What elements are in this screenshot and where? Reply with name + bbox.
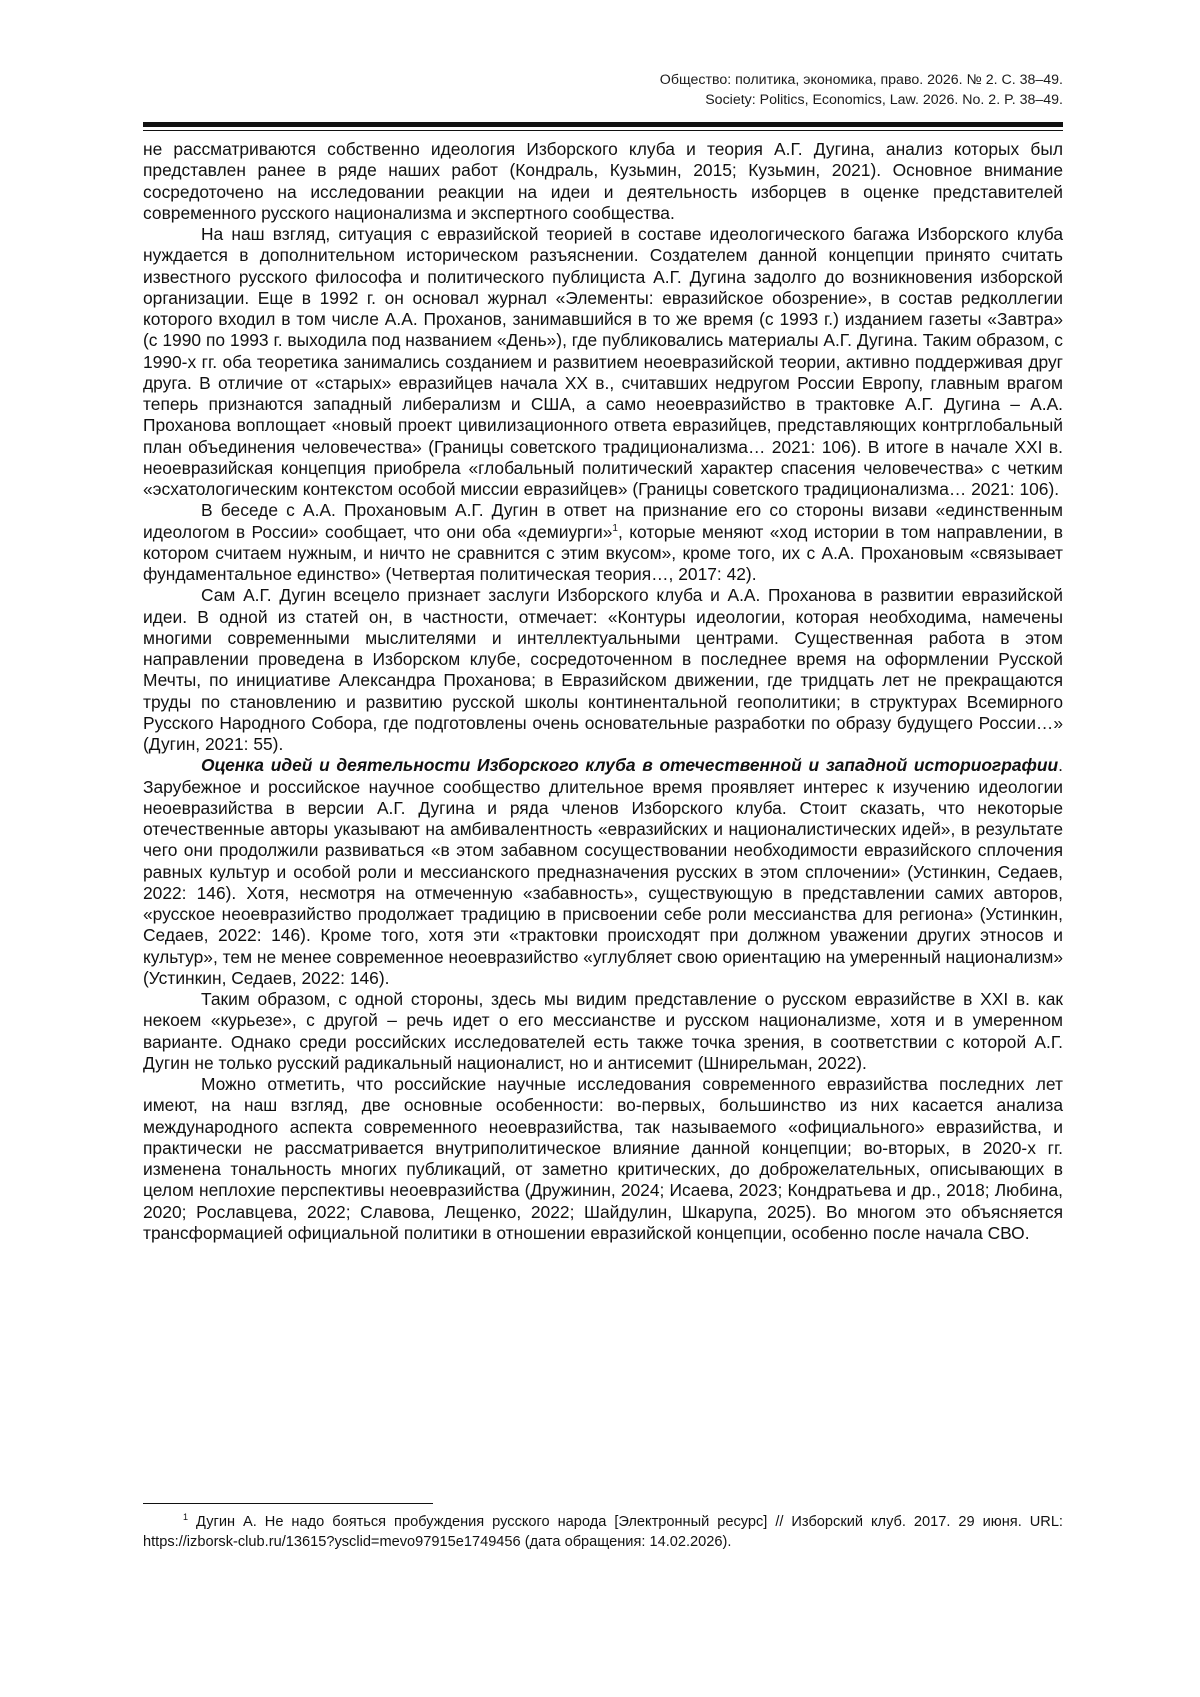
paragraph-dugin-acknowledges-club: Сам А.Г. Дугин всецело признает заслуги Изборского клуба и А.А. Проханова в развитии евразийской идеи. В одной из статей он, в частности, отмечает: «Контуры идеологии, которая необходима, намечены многими современными мыслителями и интеллектуальными центрами. Существенная работа в этом направлении проведена в Изборском клубе, сосредоточенном в последнее время на оформлении Русской Мечты, по инициативе Александра Проханова; в Евразийском движении, где тридцать лет не прекращаются труды по становлению и развитию русской школы континентальной геополитики; в структурах Всемирного Русского Народного Собора, где подготовлены очень основательные разработки по образу будущего России…» (Дугин, 2021: 55). — [143, 585, 1063, 754]
footnote-separator — [143, 1503, 433, 1504]
footnote — [143, 1512, 1063, 1552]
article-body — [143, 139, 1063, 1244]
paragraph-research-features: Можно отметить, что российские научные исследования современного евразийства последних лет имеют, на наш взгляд, две основные особенности: во-первых, большинство из них касается анализа международного аспекта современного неоевразийства, так называемого «официального» евразийства, и практически не рассматривается внутриполитическое влияние данной концепции; во-вторых, в 2020-х гг. изменена тональность многих публикаций, от заметно критических, до доброжелательных, описывающих в целом неплохие перспективы неоевразийства (Дружинин, 2024; Исаева, 2023; Кондратьева и др., 2018; Любина, 2020; Рославцева, 2022; Славова, Лещенко, 2022; Шайдулин, Шкарупа, 2025). Во многом это объясняется трансформацией официальной политики в отношении евразийской концепции, особенно после начала СВО. — [143, 1074, 1063, 1243]
paragraph-historiography — [143, 755, 1063, 989]
paragraph-text: . Зарубежное и российское научное сообщество длительное время проявляет интерес к изучению идеологии неоевразийства в версии А.Г. Дугина и ряда членов Изборского клуба. Стоит сказать, что некоторые отечественные авторы указывают на амбивалентность «евразийских и националистических идей», в результате чего они продолжили развиваться «в этом забавном сосуществовании необходимости евразийского сплочения равных культур и особой роли и мессианского предназначения русских в этом сплочении» (Устинкин, Седаев, 2022: 146). Хотя, несмотря на отмеченную «забавность», существующую в представлении самих авторов, «русское неоевразийство продолжает традицию в присвоении себе роли мессианства для региона» (Устинкин, Седаев, 2022: 146). Кроме того, хотя эти «трактовки происходят при должном уважении других этносов и культур», тем не менее современное неоевразийство «углубляет свою ориентацию на умеренный национализм» (Устинкин, Седаев, 2022: 146). — [143, 755, 1063, 988]
paragraph-continued: не рассматриваются собственно идеология Изборского клуба и теория А.Г. Дугина, анализ которых был представлен ранее в ряде наших работ (Кондраль, Кузьмин, 2015; Кузьмин, 2021). Основное внимание сосредоточено на исследовании реакции на идеи и деятельность изборцев в оценке представителей современного русского национализма и экспертного сообщества. — [143, 139, 1063, 223]
footnote-number: 1 — [183, 1512, 189, 1523]
running-header — [660, 70, 1063, 110]
footnote-reference[interactable]: 1 — [612, 522, 618, 534]
header-rule-thin — [143, 130, 1063, 131]
footnote-text-block — [143, 1512, 1063, 1552]
running-header-english: Society: Politics, Economics, Law. 2026. No. 2. P. 38–49. — [705, 92, 1063, 108]
paragraph-text: В беседе с А.А. Прохановым А.Г. Дугин в ответ на признание его со стороны визави «единственным идеологом в России» сообщает, что они оба «демиурги» — [143, 500, 1063, 542]
paragraph-curiosity-messianism: Таким образом, с одной стороны, здесь мы видим представление о русском евразийстве в XXI в. как некоем «курьезе», с другой – речь идет о его мессианстве и русском национализме, хотя и в умеренном варианте. Однако среди российских исследователей есть также точка зрения, в соответствии с которой А.Г. Дугин не только русский радикальный националист, но и антисемит (Шнирельман, 2022). — [143, 989, 1063, 1073]
footnote-text: Дугин А. Не надо бояться пробуждения русского народа [Электронный ресурс] // Изборский клуб. 2017. 29 июня. URL: https://izborsk-club.ru/13615?ysclid=mevo97915e1749456 (дата обращения: 14.02.2026). — [143, 1514, 1063, 1550]
paragraph-text: , которые меняют «ход истории в том направлении, в котором считаем нужным, и ничто не сравнится с этим вкусом», кроме того, их с А.А. Прохановым «связывает фундаментальное единство» (Четвертая политическая теория…, 2017: 42). — [143, 521, 1063, 584]
header-rule-thick — [143, 122, 1063, 127]
paragraph-dugin-prokhanov-conversation — [143, 500, 1063, 585]
section-heading-inline: Оценка идей и деятельности Изборского клуба в отечественной и западной историографии — [201, 755, 1059, 776]
running-header-russian: Общество: политика, экономика, право. 2026. № 2. С. 38–49. — [659, 72, 1063, 88]
paragraph-eurasian-theory-history: На наш взгляд, ситуация с евразийской теорией в составе идеологического багажа Изборского клуба нуждается в дополнительном историческом разъяснении. Создателем данной концепции принято считать известного русского философа и политического публициста А.Г. Дугина задолго до возникновения изборской организации. Еще в 1992 г. он основал журнал «Элементы: евразийское обозрение», в состав редколлегии которого входил в том числе А.А. Проханов, занимавшийся в то же время (с 1993 г.) изданием газеты «Завтра» (с 1990 по 1993 г. выходила под названием «День»), где публиковались материалы А.Г. Дугина. Таким образом, с 1990-х гг. оба теоретика занимались созданием и развитием неоевразийской теории, активно поддерживая друг друга. В отличие от «старых» евразийцев начала XX в., считавших недругом России Европу, главным врагом теперь признаются западный либерализм и США, а само неоевразийство в трактовке А.Г. Дугина – А.А. Проханова воплощает «новый проект цивилизационного ответа евразийцев, представляющих контрглобальный план объединения человечества» (Границы советского традиционализма… 2021: 106). В итоге в начале XXI в. неоевразийская концепция приобрела «глобальный политический характер спасения человечества» с четким «эсхатологическим контекстом особой миссии евразийцев» (Границы советского традиционализма… 2021: 106). — [143, 224, 1063, 499]
